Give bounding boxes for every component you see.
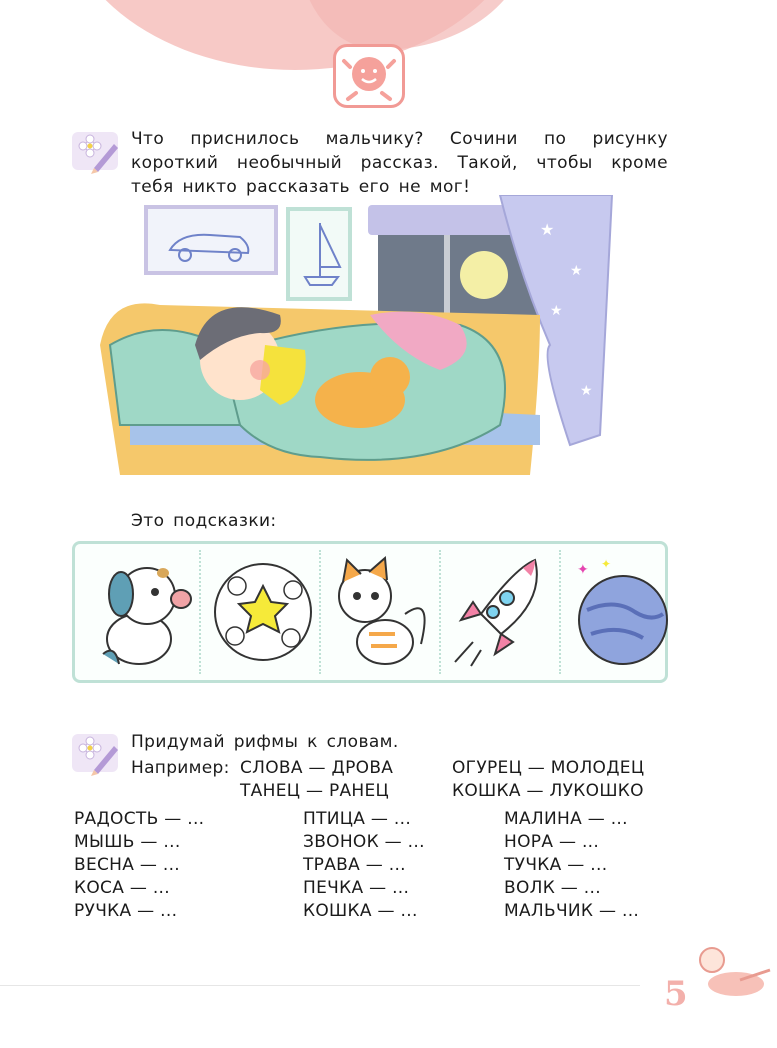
ball-icon — [205, 554, 319, 670]
animal-mascot-icon — [690, 940, 776, 1004]
rhyme-word: НОРА — ... — [504, 832, 600, 852]
rocket-icon — [445, 554, 559, 670]
cat-icon — [325, 554, 439, 670]
face-icon — [336, 47, 402, 105]
rhyme-word: ВЕСНА — ... — [74, 855, 181, 875]
svg-text:★: ★ — [540, 220, 555, 239]
svg-text:✦: ✦ — [601, 557, 612, 571]
ball-hint — [205, 554, 319, 670]
rhyme-column-1 — [74, 808, 204, 923]
sleeping-boy-illustration — [100, 195, 620, 485]
rhyme-word: РАДОСТЬ — ... — [74, 809, 205, 829]
rhyme-word: ВОЛК — ... — [504, 878, 601, 898]
rhyme-word: ТРАВА — ... — [303, 855, 406, 875]
task1-text: Что приснилось мальчику? Сочини по рисунку короткий необычный рассказ. Такой, чтобы кроме тебя никто рассказать его не мог! — [131, 129, 668, 197]
example-pair: КОШКА — ЛУКОШКО — [452, 781, 644, 801]
flower-pencil-icon — [70, 730, 120, 776]
svg-text:★: ★ — [580, 383, 593, 399]
task2-title: Придумай рифмы к словам. — [131, 732, 399, 752]
dog-hint — [85, 554, 199, 670]
rhyme-word: ЗВОНОК — ... — [303, 832, 425, 852]
rhyme-word: МАЛЬЧИК — ... — [504, 901, 640, 921]
svg-text:✦: ✦ — [577, 562, 589, 578]
rocket-hint — [445, 554, 559, 670]
planet-icon — [565, 554, 679, 670]
hints-strip — [72, 541, 668, 683]
svg-text:★: ★ — [570, 263, 583, 279]
page-number: 5 — [664, 974, 688, 1014]
flower-pencil-icon — [70, 128, 120, 174]
example-label: Например: — [131, 758, 230, 778]
svg-text:★: ★ — [550, 303, 563, 319]
cat-hint — [325, 554, 439, 670]
rhyme-word: КОШКА — ... — [303, 901, 418, 921]
rhyme-word: РУЧКА — ... — [74, 901, 178, 921]
footer-divider — [0, 985, 640, 986]
rhyme-word: МАЛИНА — ... — [504, 809, 628, 829]
rhyme-column-2 — [303, 808, 425, 923]
dog-icon — [85, 554, 199, 670]
example-pair: СЛОВА — ДРОВА — [240, 758, 394, 778]
rhyme-word: ПЕЧКА — ... — [303, 878, 410, 898]
rhyme-column-3 — [504, 808, 639, 923]
section-badge — [333, 44, 405, 108]
example-pair: ТАНЕЦ — РАНЕЦ — [240, 781, 390, 801]
hints-label: Это подсказки: — [131, 511, 277, 531]
planet-hint — [565, 554, 679, 670]
rhyme-word: МЫШЬ — ... — [74, 832, 181, 852]
rhyme-word: ТУЧКА — ... — [504, 855, 608, 875]
rhyme-word: ПТИЦА — ... — [303, 809, 412, 829]
example-pair: ОГУРЕЦ — МОЛОДЕЦ — [452, 758, 645, 778]
rhyme-word: КОСА — ... — [74, 878, 170, 898]
